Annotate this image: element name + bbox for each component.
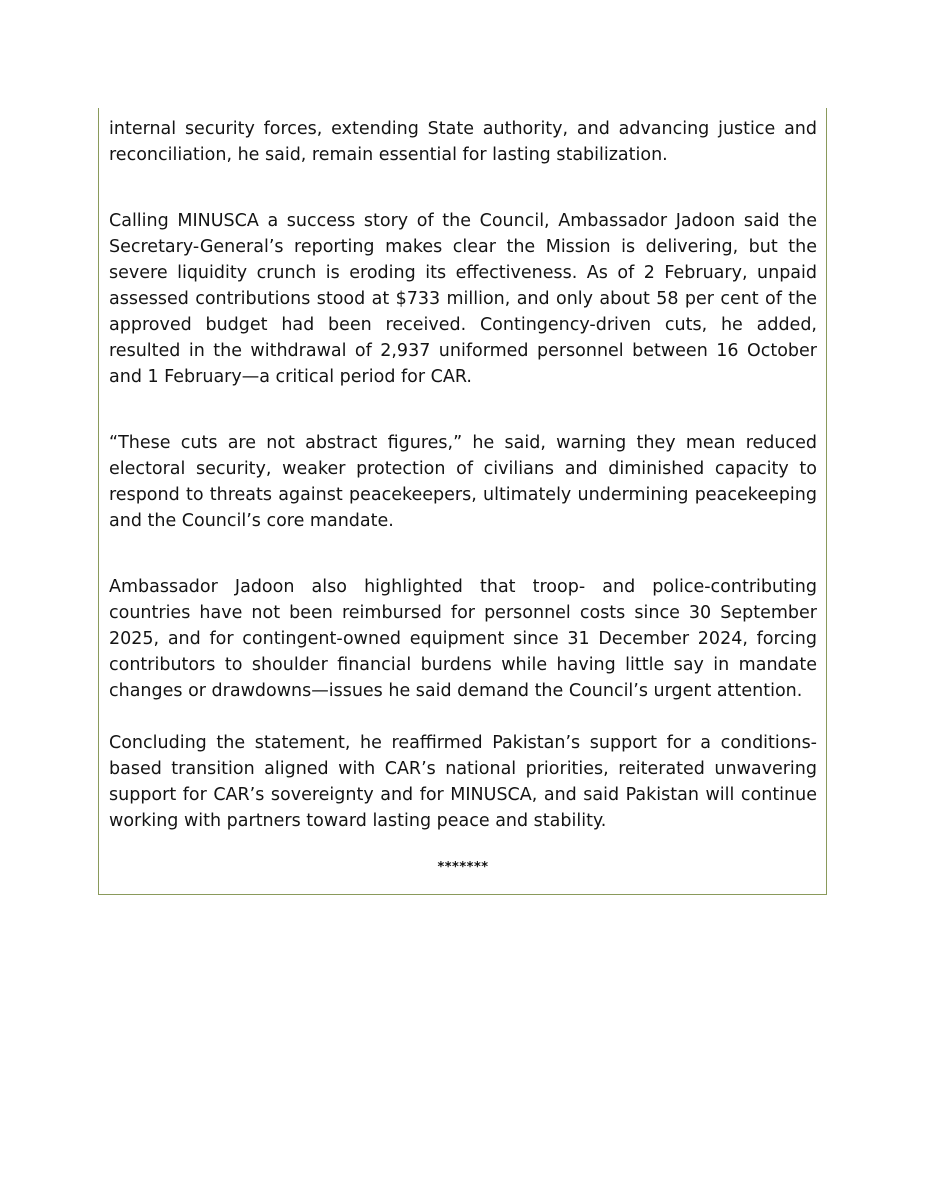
paragraph-conclusion: Concluding the statement, he reaffirmed Pakistan’s support for a conditions-based transition aligned with CAR’s national priorities, reiterated unwavering support for CAR’s sovereignty and for MINUSCA, and said Pakistan will continue working with partners toward lasting peace and stability. <box>109 733 817 831</box>
paragraph-reimbursement: Ambassador Jadoon also highlighted that troop- and police-contributing countries have not been reimbursed for personnel costs since 30 September 2025, and for contingent-owned equipment since 31 December 2024, forcing contributors to shoulder financial burdens while having little say in mandate changes or drawdowns—issues he said demand the Council’s urgent attention. <box>109 577 817 701</box>
document-body <box>109 116 817 878</box>
paragraph-cuts-quote: “These cuts are not abstract figures,” he said, warning they mean reduced electoral security, weaker protection of civilians and diminished capacity to respond to threats against peacekeepers, ultimately undermining peacekeeping and the Council’s core mandate. <box>109 433 817 531</box>
paragraph-spacer <box>109 704 817 730</box>
paragraph-stabilization: internal security forces, extending State authority, and advancing justice and reconciliation, he said, remain essential for lasting stabilization. <box>109 119 817 165</box>
end-of-statement-mark: ******* <box>437 860 489 875</box>
paragraph-spacer <box>109 168 817 208</box>
paragraph-spacer <box>109 390 817 430</box>
paragraph-liquidity-crunch: Calling MINUSCA a success story of the Council, Ambassador Jadoon said the Secretary-General’s reporting makes clear the Mission is delivering, but the severe liquidity crunch is eroding its effectiveness. As of 2 February, unpaid assessed contributions stood at $733 million, and only about 58 per cent of the approved budget had been received. Contingency-driven cuts, he added, resulted in the withdrawal of 2,937 uniformed personnel between 16 October and 1 February—a critical period for CAR. <box>109 211 817 387</box>
paragraph-spacer <box>109 534 817 574</box>
